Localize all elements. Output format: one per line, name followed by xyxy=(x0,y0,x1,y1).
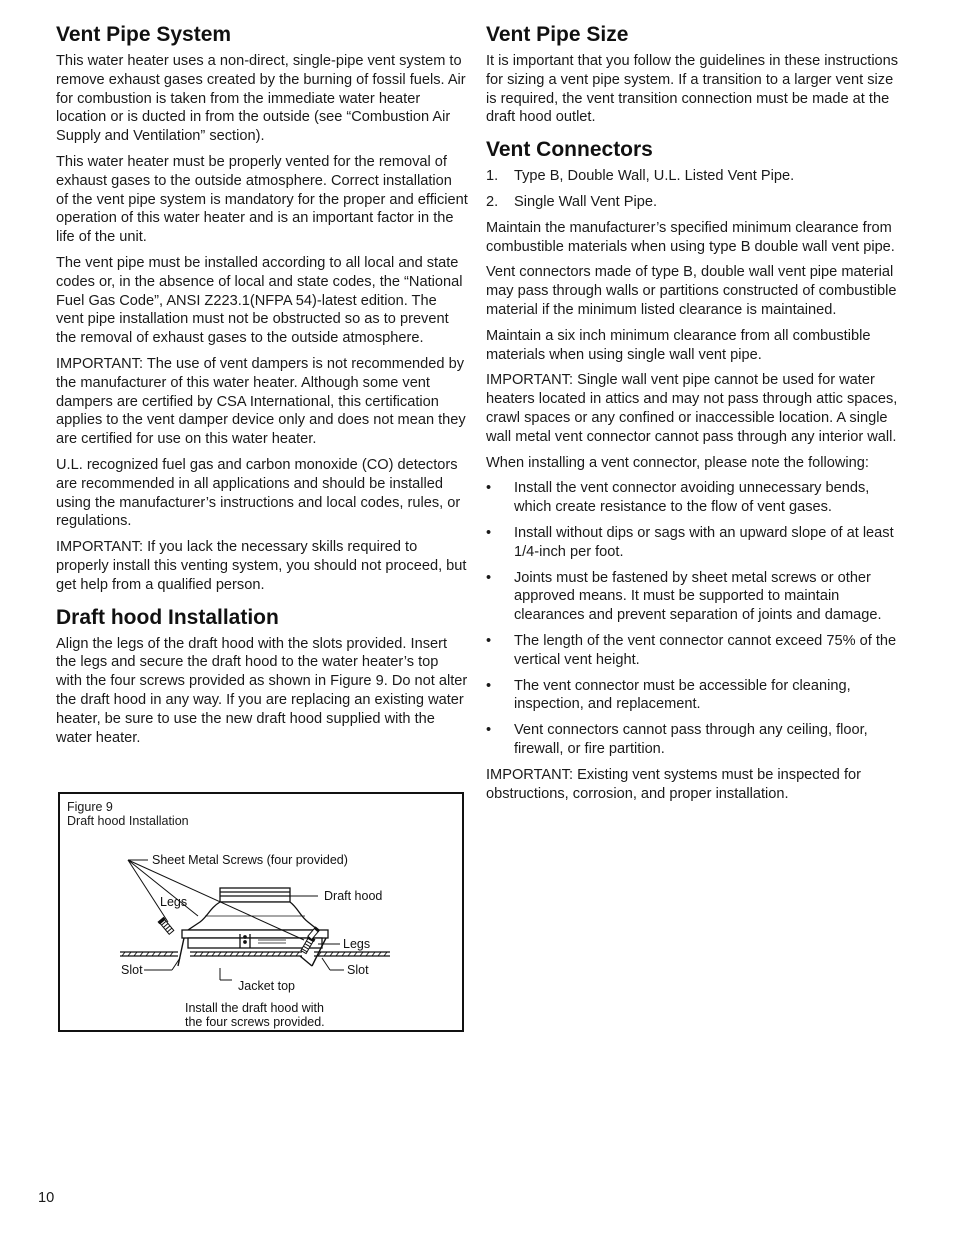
vent-connectors-paragraph: IMPORTANT: Single wall vent pipe cannot be used for water heaters located in attics and may not pass through attic spaces, crawl spaces or any confined or inaccessible location. A single wall metal vent connector cannot pass through any interior wall. xyxy=(486,372,898,445)
list-item-text: Single Wall Vent Pipe. xyxy=(514,193,658,210)
label-screws: Sheet Metal Screws (four provided) xyxy=(152,853,348,867)
list-item-text: Install without dips or sags with an upward slope of at least 1/4-inch per foot. xyxy=(514,524,894,560)
bullet-icon: • xyxy=(486,722,492,739)
list-item-text: Joints must be fastened by sheet metal screws or other approved means. It must be supported to maintain clearances and prevent separation of joints and damage. xyxy=(514,569,882,624)
list-item-text: The length of the vent connector cannot exceed 75% of the vertical vent height. xyxy=(514,632,897,668)
label-slot-left: Slot xyxy=(121,963,143,977)
left-column xyxy=(56,22,468,754)
vent-pipe-system-heading: Vent Pipe System xyxy=(56,23,232,46)
vent-connectors-paragraph: Vent connectors made of type B, double wall vent pipe material may pass through walls or partitions constructed of combustible material if the minimum listed clearance is maintained. xyxy=(486,264,897,318)
list-item xyxy=(486,524,900,562)
list-item-text: Type B, Double Wall, U.L. Listed Vent Pipe. xyxy=(514,168,795,185)
vent-connector-types-list xyxy=(486,167,900,212)
vent-pipe-size-heading: Vent Pipe Size xyxy=(486,23,629,46)
list-item-text: Install the vent connector avoiding unnecessary bends, which create resistance to the flow of vent gases. xyxy=(514,480,870,516)
page-number: 10 xyxy=(38,1190,55,1206)
vent-connectors-paragraph: Maintain a six inch minimum clearance from all combustible materials when using single wall vent pipe. xyxy=(486,327,871,363)
label-slot-right: Slot xyxy=(347,963,369,977)
list-item xyxy=(486,632,900,670)
vent-pipe-system-paragraph: IMPORTANT: The use of vent dampers is not recommended by the manufacturer of this water heater. Although some vent dampers are certified by CSA International, this certification applies to the vent damper device only and does not mean they are certified for use on this water heater. xyxy=(56,355,466,448)
vent-connectors-paragraph: When installing a vent connector, please note the following: xyxy=(486,454,869,471)
vent-pipe-system-paragraph: The vent pipe must be installed according to all local and state codes or, in the absence of local and state codes, the “National Fuel Gas Code”, ANSI Z223.1(NFPA 54)-latest edition. The vent pipe installation must not be obstructed so as to prevent the removal of exhaust gases to the outside atmosphere. xyxy=(56,254,463,347)
label-legs-left: Legs xyxy=(160,895,188,909)
label-jacket-top: Jacket top xyxy=(238,979,295,993)
label-caption-line2: the four screws provided. xyxy=(185,1015,325,1029)
draft-hood-paragraph: Align the legs of the draft hood with the slots provided. Insert the legs and secure the draft hood to the water heater’s top with the four screws provided as shown in Figure 9. Do not alter the draft hood in any way. If you are replacing an existing water heater, be sure to use the new draft hood supplied with the water heater. xyxy=(56,635,468,746)
label-legs-right: Legs xyxy=(343,937,371,951)
label-draft-hood: Draft hood xyxy=(324,889,383,903)
list-number: 1. xyxy=(486,168,499,185)
bullet-icon: • xyxy=(486,569,492,586)
vent-connectors-paragraph: Maintain the manufacturer’s specified minimum clearance from combustible materials when using type B double wall vent pipe. xyxy=(486,219,895,255)
bullet-icon: • xyxy=(486,632,492,649)
vent-pipe-size-paragraph: It is important that you follow the guidelines in these instructions for sizing a vent pipe system. If a transition to a larger vent size is required, the vent transition connection must be made at the draft hood outlet. xyxy=(486,53,899,126)
bullet-icon: • xyxy=(486,677,492,694)
right-column xyxy=(486,22,900,810)
vent-connectors-heading: Vent Connectors xyxy=(486,138,653,162)
list-item xyxy=(486,569,900,625)
vent-connector-notes-list xyxy=(486,479,900,758)
figure-number: Figure 9 xyxy=(67,800,113,814)
bullet-icon: • xyxy=(486,480,492,497)
vent-pipe-system-paragraph: IMPORTANT: If you lack the necessary skills required to properly install this venting system, you should not proceed, but get help from a qualified person. xyxy=(56,539,467,593)
vent-connectors-closing: IMPORTANT: Existing vent systems must be inspected for obstructions, corrosion, and proper installation. xyxy=(486,766,861,802)
list-item-text: The vent connector must be accessible for cleaning, inspection, and replacement. xyxy=(514,677,851,713)
figure-9 xyxy=(58,792,464,1032)
list-item xyxy=(486,167,900,186)
draft-hood-diagram xyxy=(60,794,462,1030)
vent-pipe-system-paragraph: U.L. recognized fuel gas and carbon monoxide (CO) detectors are recommended in all applications and should be installed using the manufacturer’s instructions and local codes, rules, or regulations. xyxy=(56,456,461,530)
list-item xyxy=(486,479,900,517)
vent-pipe-system-paragraph: This water heater uses a non-direct, single-pipe vent system to remove exhaust gases created by the burning of fossil fuels. Air for combustion is taken from the immediate water heater location or is ducted in from the outside (see “Combustion Air Supply and Ventilation” section). xyxy=(56,53,466,145)
bullet-icon: • xyxy=(486,524,492,541)
list-item xyxy=(486,721,900,759)
draft-hood-heading: Draft hood Installation xyxy=(56,605,279,629)
jacket-top-surface xyxy=(120,952,390,956)
vent-pipe-system-paragraph: This water heater must be properly vented for the removal of exhaust gases to the outside atmosphere. Correct installation of the vent pipe system is mandatory for the proper and efficient operation of this water heater and is an important factor in the life of the unit. xyxy=(56,153,468,246)
list-item xyxy=(486,193,900,212)
figure-title: Draft hood Installation xyxy=(67,813,189,828)
list-item xyxy=(486,677,900,715)
list-number: 2. xyxy=(486,193,499,210)
label-caption-line1: Install the draft hood with xyxy=(185,1001,324,1015)
list-item-text: Vent connectors cannot pass through any ceiling, floor, firewall, or fire partition. xyxy=(514,722,868,757)
